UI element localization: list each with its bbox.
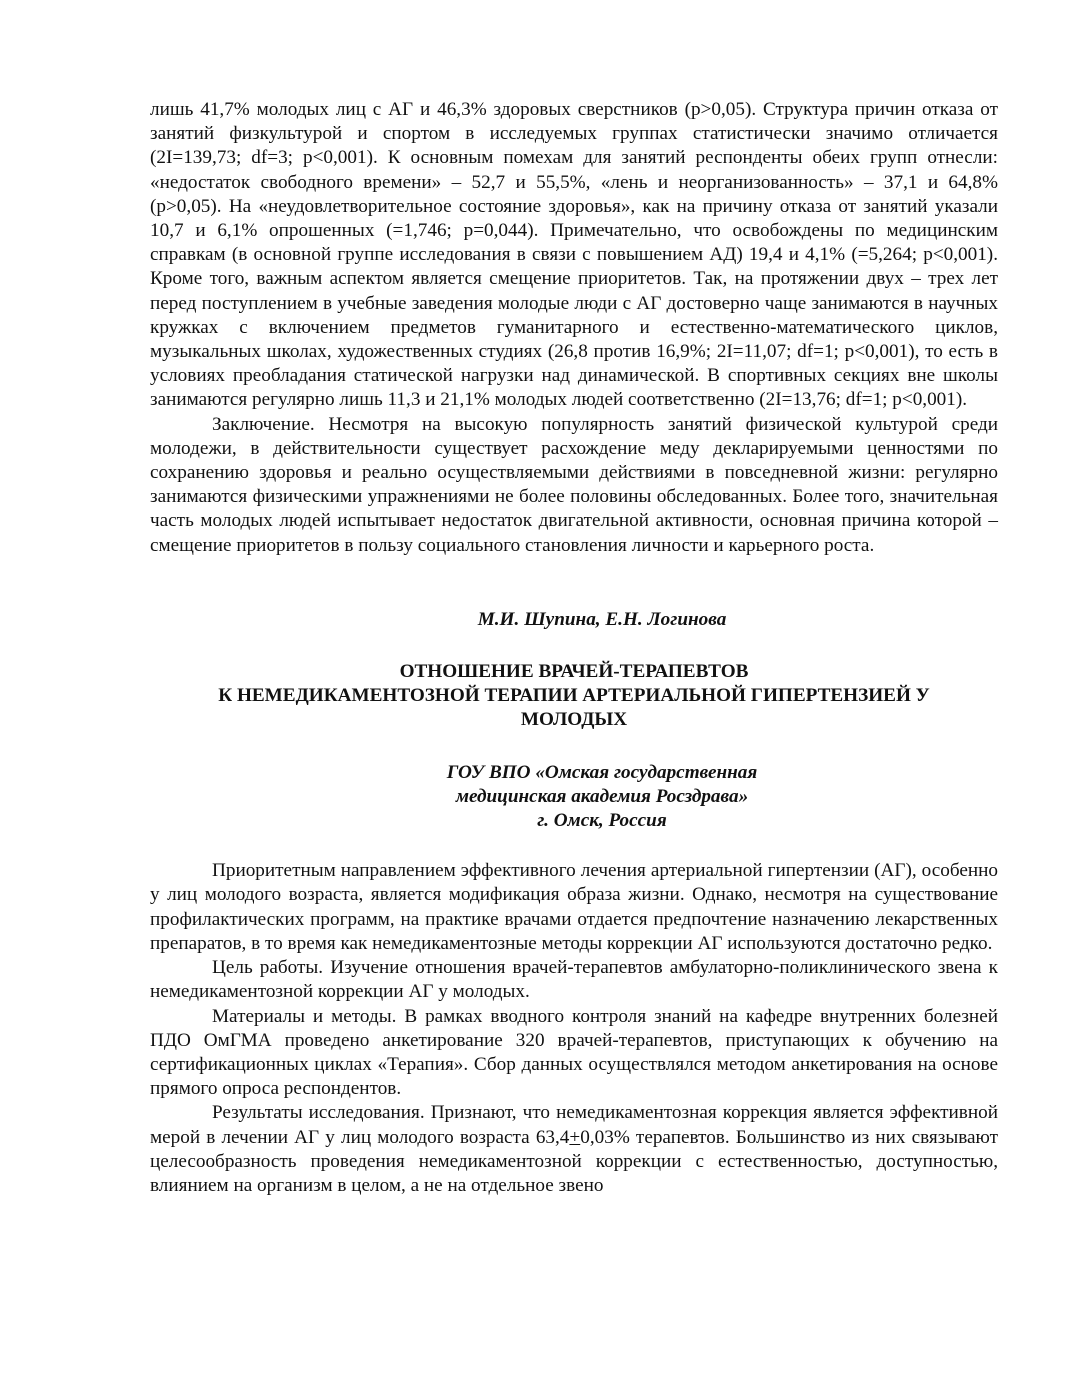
results-text-end: 0,03% терапевтов. Большинство из них связывают целесообразность проведения немедикаментозной коррекции с естественностью, доступностью, влиянием на организм в целом, а не на отдельное звено xyxy=(150,1126,999,1196)
affiliation-line: ГОУ ВПО «Омская государственная xyxy=(446,761,758,783)
article-title-line: МОЛОДЫХ xyxy=(520,709,628,731)
body-paragraph-results xyxy=(150,1101,998,1198)
body-paragraph-conclusion: Заключение. Несмотря на высокую популярность занятий физической культурой среди молодежи, в действительности существует расхождение меду декларируемыми ценностями по сохранению здоровья и реально осуществляемыми действиями в повседневной жизни: регулярно занимаются физическими упражнениями не более половины обследованных. Более того, значительная часть молодых людей испытывает недостаток двигательной активности, основная причина которой – смещение приоритетов в пользу социального становления личности и карьерного роста. xyxy=(150,413,998,556)
article-title-line: К НЕМЕДИКАМЕНТОЗНОЙ ТЕРАПИИ АРТЕРИАЛЬНОЙ ГИПЕРТЕНЗИЕЙ У xyxy=(218,685,930,707)
body-paragraph-methods: Материалы и методы. В рамках вводного контроля знаний на кафедре внутренних болезней ПДО ОмГМА проведено анкетирование 320 врачей-терапевтов, приступающих к обучению на сертификационных циклах «Терапия». Сбор данных осуществлялся методом анкетирования на основе прямого опроса респондентов. xyxy=(150,1005,998,1100)
spacer xyxy=(150,833,998,859)
article-title-line: ОТНОШЕНИЕ ВРАЧЕЙ-ТЕРАПЕВТОВ xyxy=(399,661,749,683)
plus-minus-sign: + xyxy=(569,1126,581,1148)
article-title xyxy=(150,660,998,733)
body-paragraph-aim: Цель работы. Изучение отношения врачей-терапевтов амбулаторно-поликлинического звена к немедикаментозной коррекции АГ у молодых. xyxy=(150,957,998,1003)
results-text-start: Результаты исследования. Признают, что немедикаментозная коррекция является эффективной мерой в лечении АГ у лиц молодого возраста 63,4 xyxy=(150,1102,998,1148)
document-page xyxy=(150,98,998,1198)
affiliation-line: медицинская академия Росздрава» xyxy=(455,785,749,807)
article-authors: М.И. Шупина, Е.Н. Логинова xyxy=(477,608,727,630)
article-affiliation xyxy=(150,761,998,834)
body-paragraph-intro: Приоритетным направлением эффективного лечения артериальной гипертензии (АГ), особенно у лиц молодого возраста, является модификация образа жизни. Однако, несмотря на существование профилактических программ, на практике врачами отдается предпочтение назначению лекарственных препаратов, в то время как немедикаментозные методы коррекции АГ используются достаточно редко. xyxy=(150,860,998,954)
affiliation-line: г. Омск, Россия xyxy=(537,810,667,832)
body-paragraph-continued: лишь 41,7% молодых лиц с АГ и 46,3% здоровых сверстников (p>0,05). Структура причин отказа от занятий физкультурой и спортом в исследуемых группах статистически значимо отличается (2I=139,73; df=3; p<0,001). К основным помехам для занятий респонденты обеих групп отнесли: «недостаток свободного времени» – 52,7 и 55,5%, «лень и неорганизованность» – 37,1 и 64,8% (p>0,05). На «неудовлетворительное состояние здоровья», как на причину отказа от занятий указали 10,7 и 6,1% опрошенных (=1,746; p=0,044). Примечательно, что освобождены по медицинским справкам (в основной группе исследования в связи с повышением АД) 19,4 и 4,1% (=5,264; p<0,001). Кроме того, важным аспектом является смещение приоритетов. Так, на протяжении двух – трех лет перед поступлением в учебные заведения молодые люди с АГ достоверно чаще занимаются в научных кружках с включением предметов гуманитарного и естественно-математического циклов, музыкальных школах, художественных студиях (26,8 против 16,9%; 2I=11,07; df=1; p<0,001), то есть в условиях преобладания статической нагрузки над динамической. В спортивных секциях вне школы занимаются регулярно лишь 11,3 и 21,1% молодых людей соответственно (2I=13,76; df=1; p<0,001). xyxy=(150,99,998,411)
